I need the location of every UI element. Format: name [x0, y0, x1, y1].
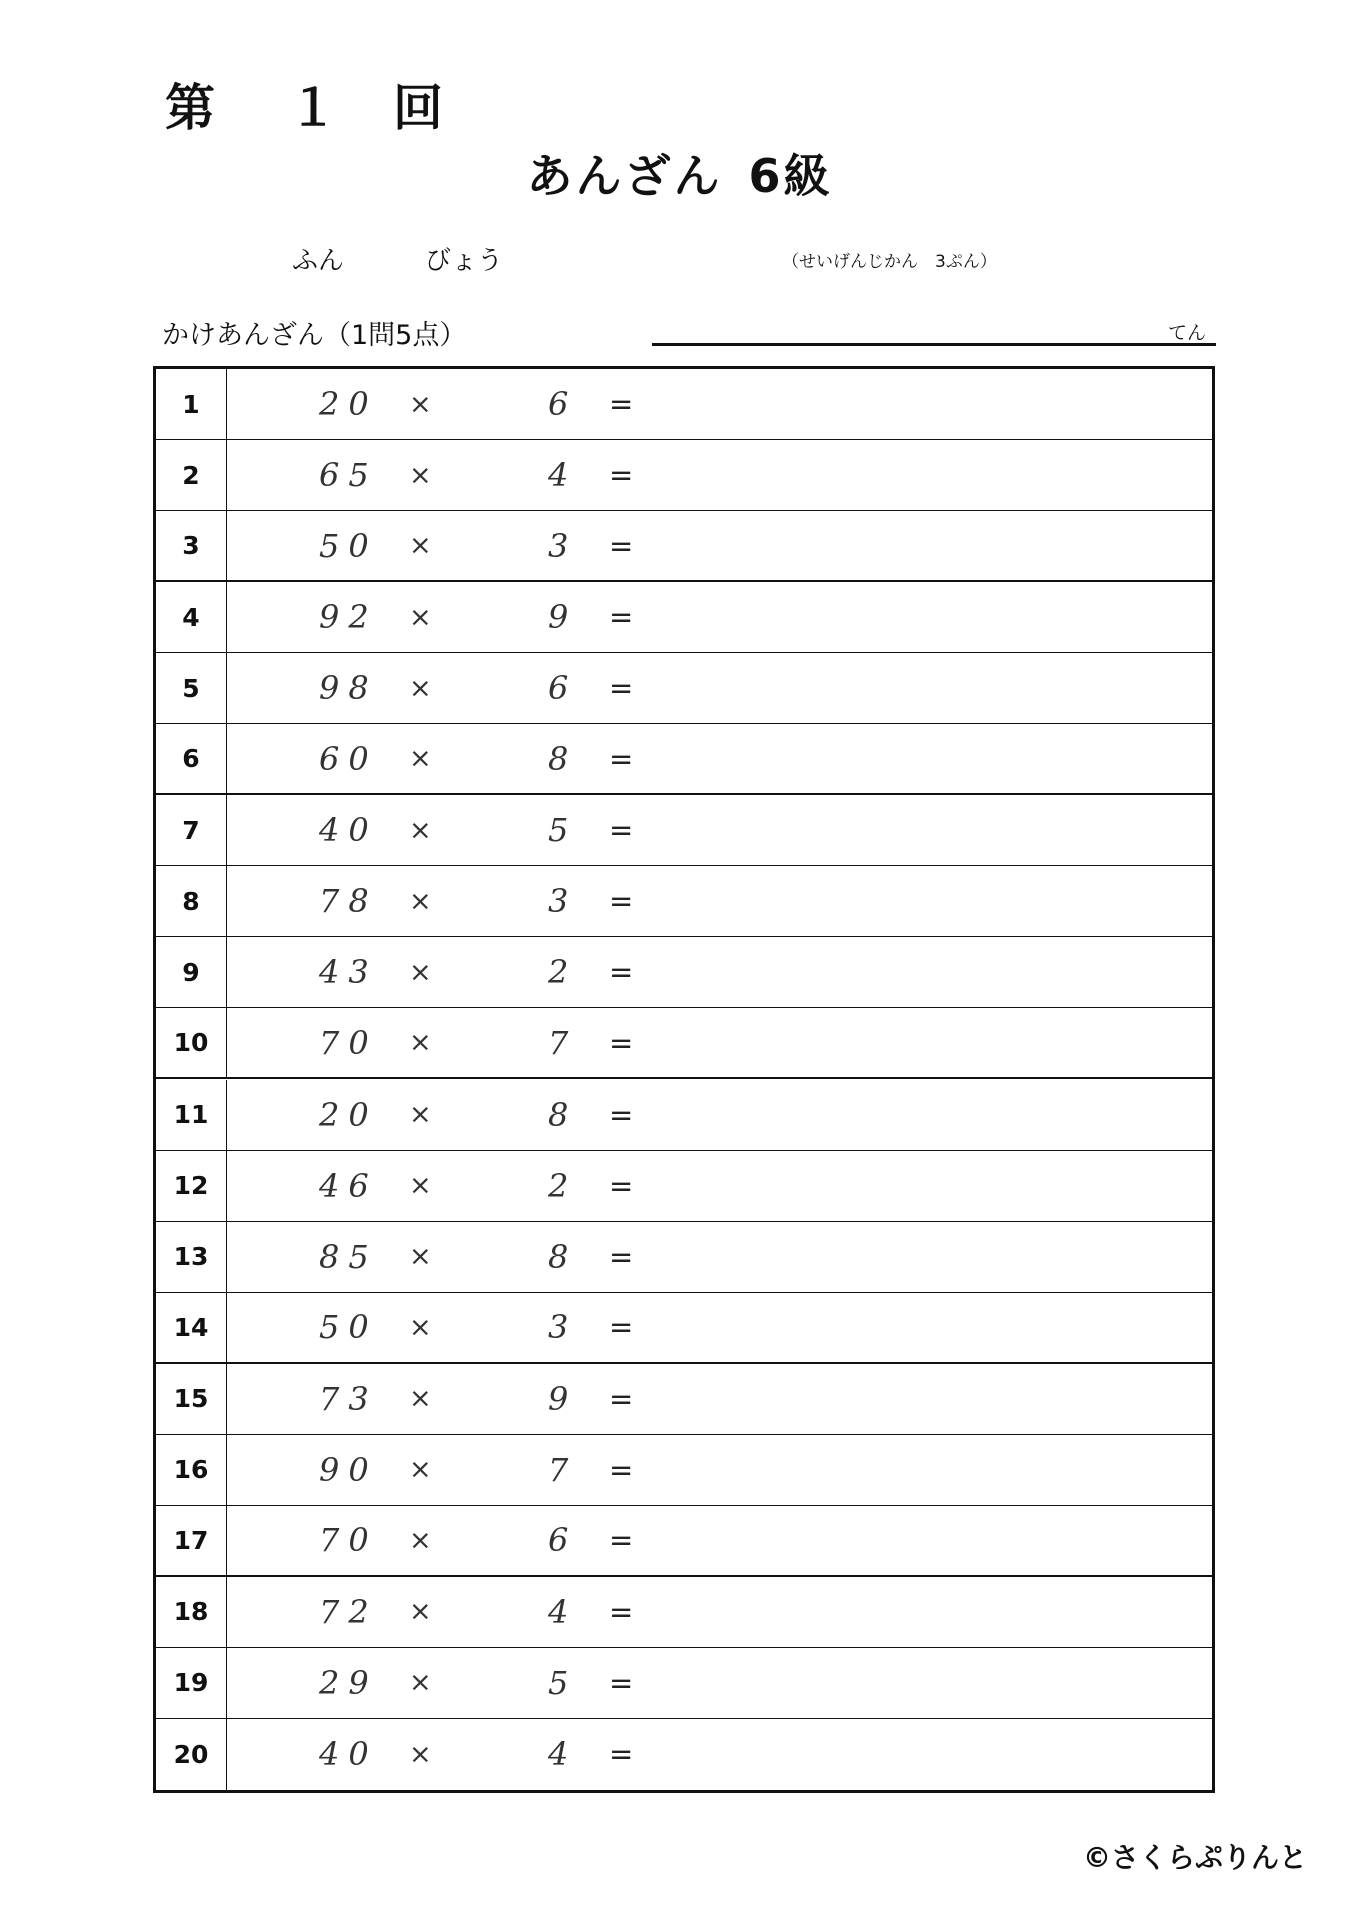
operand-b: 5 [548, 1663, 569, 1702]
operand-a: 20 [319, 1095, 378, 1134]
multiply-sign: × [409, 1027, 432, 1059]
operand-a: 92 [319, 598, 378, 637]
operand-a: 60 [319, 739, 378, 778]
problem-row [156, 653, 1212, 724]
operand-a: 70 [319, 1023, 378, 1062]
equals-sign: = [609, 1097, 634, 1132]
multiply-sign: × [409, 1738, 432, 1770]
multiply-sign: × [409, 1241, 432, 1273]
operand-a: 50 [319, 1308, 378, 1347]
problem-row [156, 511, 1212, 582]
operand-a: 70 [319, 1521, 378, 1560]
equals-sign: = [609, 1452, 634, 1487]
score-line [652, 343, 1216, 346]
equals-sign: = [609, 1168, 634, 1203]
operand-a: 50 [319, 526, 378, 565]
round-suffix: 回 [393, 79, 443, 137]
multiply-sign: × [409, 1454, 432, 1486]
problem-number: 6 [156, 724, 227, 793]
multiply-sign: × [409, 814, 432, 846]
problem-row [156, 1435, 1212, 1506]
round-number: １ [288, 79, 338, 137]
problem-row [156, 1577, 1212, 1648]
problem-number: 12 [156, 1151, 227, 1221]
problem-number: 5 [156, 653, 227, 723]
problem-number: 1 [156, 369, 227, 439]
operand-b: 8 [548, 1237, 569, 1276]
multiply-sign: × [409, 1311, 432, 1343]
operand-a: 90 [319, 1450, 378, 1489]
operand-a: 98 [319, 669, 378, 708]
multiply-sign: × [409, 1524, 432, 1556]
operand-a: 40 [319, 811, 378, 850]
page-title [0, 140, 1359, 206]
operand-a: 20 [319, 385, 378, 423]
operand-a: 73 [319, 1379, 378, 1418]
equals-sign: = [609, 884, 634, 919]
multiply-sign: × [409, 601, 432, 633]
problem-row [156, 1222, 1212, 1293]
title-grade: 6級 [748, 149, 833, 203]
operand-b: 5 [548, 811, 569, 850]
equals-sign: = [609, 1025, 634, 1060]
problem-row [156, 1151, 1212, 1222]
multiply-sign: × [409, 1099, 432, 1130]
problem-number: 13 [156, 1222, 227, 1292]
problem-number: 19 [156, 1648, 227, 1718]
score-unit: てん [1168, 322, 1207, 344]
equals-sign: = [609, 1239, 634, 1274]
multiply-sign: × [409, 1170, 432, 1202]
problem-number: 7 [156, 795, 227, 865]
operand-a: 46 [319, 1166, 378, 1205]
problem-number: 17 [156, 1506, 227, 1575]
problem-number: 4 [156, 582, 227, 652]
round-prefix: 第 [165, 79, 215, 137]
multiply-sign: × [409, 1667, 432, 1699]
equals-sign: = [609, 528, 634, 563]
problem-row [156, 1506, 1212, 1577]
operand-b: 9 [548, 598, 569, 637]
timer-seconds-label: びょう [425, 246, 504, 276]
operand-b: 6 [548, 385, 569, 423]
multiply-sign: × [409, 1383, 432, 1415]
problem-number: 10 [156, 1008, 227, 1077]
operand-a: 85 [319, 1237, 378, 1276]
problem-row [156, 440, 1212, 511]
equals-sign: = [609, 741, 634, 776]
problem-row [156, 795, 1212, 866]
operand-b: 6 [548, 669, 569, 708]
problem-row [156, 1008, 1212, 1079]
equals-sign: = [609, 671, 634, 706]
operand-b: 8 [548, 739, 569, 778]
operand-a: 29 [319, 1663, 378, 1702]
equals-sign: = [609, 387, 634, 421]
problem-row [156, 1648, 1212, 1719]
multiply-sign: × [409, 956, 432, 988]
copyright: ©さくらぷりんと [1082, 1841, 1307, 1874]
problem-row [156, 1719, 1212, 1790]
equals-sign: = [609, 1381, 634, 1416]
equals-sign: = [609, 600, 634, 635]
operand-b: 2 [548, 1166, 569, 1205]
operand-b: 4 [548, 456, 569, 495]
equals-sign: = [609, 1665, 634, 1700]
problem-row [156, 1080, 1212, 1151]
operand-b: 3 [548, 1308, 569, 1347]
operand-b: 6 [548, 1521, 569, 1560]
problem-number: 14 [156, 1293, 227, 1362]
problem-number: 3 [156, 511, 227, 580]
operand-b: 4 [548, 1592, 569, 1631]
operand-b: 3 [548, 526, 569, 565]
time-limit-note: （せいげんじかん 3ぷん） [782, 252, 997, 272]
operand-b: 2 [548, 953, 569, 992]
equals-sign: = [609, 955, 634, 990]
timer-minutes-label: ふん [292, 246, 345, 276]
multiply-sign: × [409, 1596, 432, 1628]
multiply-sign: × [409, 459, 432, 491]
multiply-sign: × [409, 743, 432, 775]
operand-a: 78 [319, 882, 378, 921]
equals-sign: = [609, 458, 634, 493]
problem-number: 11 [156, 1080, 227, 1150]
multiply-sign: × [409, 672, 432, 704]
operand-a: 43 [319, 953, 378, 992]
operand-b: 4 [548, 1735, 569, 1774]
problem-number: 2 [156, 440, 227, 510]
problem-row [156, 866, 1212, 937]
multiply-sign: × [409, 530, 432, 562]
problem-number: 18 [156, 1577, 227, 1647]
operand-a: 65 [319, 456, 378, 495]
problem-number: 20 [156, 1719, 227, 1790]
equals-sign: = [609, 1523, 634, 1558]
problem-number: 15 [156, 1364, 227, 1434]
multiply-sign: × [409, 388, 432, 420]
problem-number: 8 [156, 866, 227, 936]
problem-row [156, 1364, 1212, 1435]
problem-row [156, 724, 1212, 795]
multiply-sign: × [409, 885, 432, 917]
operand-b: 7 [548, 1450, 569, 1489]
title-text: あんざん [526, 149, 723, 203]
problem-number: 9 [156, 937, 227, 1007]
equals-sign: = [609, 1310, 634, 1345]
operand-b: 8 [548, 1095, 569, 1134]
operand-b: 7 [548, 1023, 569, 1062]
problem-number: 16 [156, 1435, 227, 1505]
operand-b: 3 [548, 882, 569, 921]
problem-row [156, 582, 1212, 653]
equals-sign: = [609, 813, 634, 848]
operand-b: 9 [548, 1379, 569, 1418]
operand-a: 40 [319, 1735, 378, 1774]
operand-a: 72 [319, 1592, 378, 1631]
problem-table [153, 366, 1215, 1793]
section-label: かけあんざん（1問5点） [162, 320, 467, 351]
problem-row [156, 369, 1212, 440]
equals-sign: = [609, 1737, 634, 1772]
problem-row [156, 1293, 1212, 1364]
equals-sign: = [609, 1594, 634, 1629]
problem-row [156, 937, 1212, 1008]
